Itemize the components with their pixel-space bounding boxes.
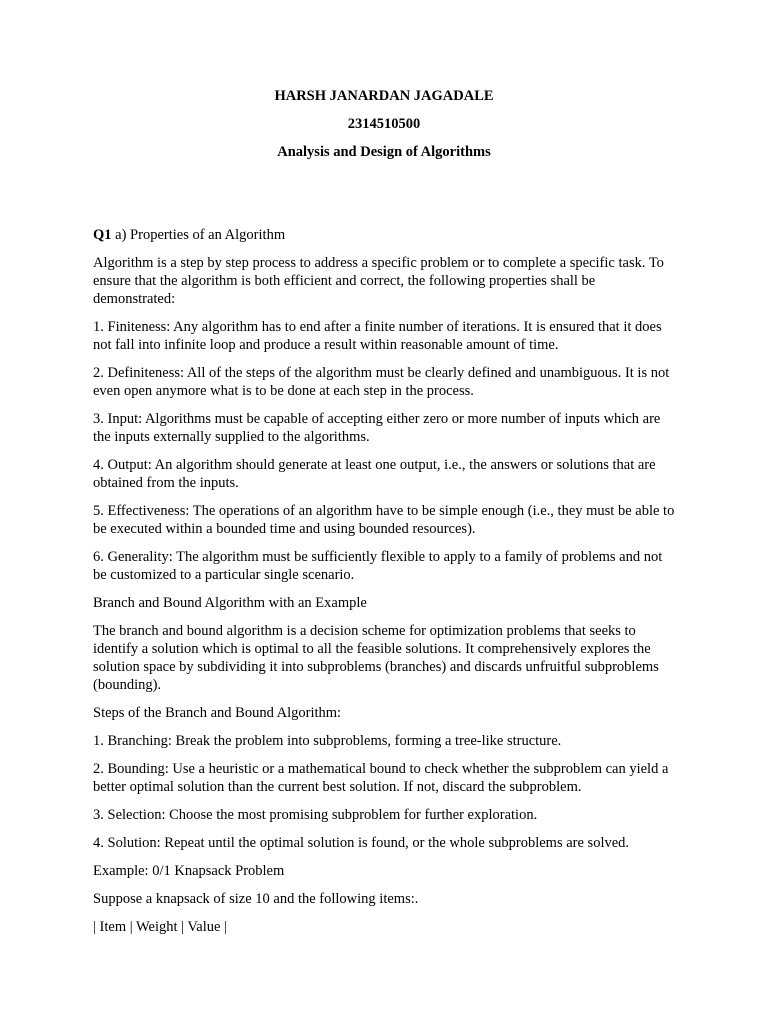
step-branching: 1. Branching: Break the problem into subproblems, forming a tree-like structure. xyxy=(93,733,562,749)
paragraph-finiteness: 1. Finiteness: Any algorithm has to end after a finite number of iterations. It is ensured that it does not fall into infinite loop and produce a result within reasonable amount of time. xyxy=(93,319,662,353)
course-title: Analysis and Design of Algorithms xyxy=(277,144,491,160)
paragraph-definiteness: 2. Definiteness: All of the steps of the algorithm must be clearly defined and unambiguous. It is not even open anymore what is to be done at each step in the process. xyxy=(93,365,670,399)
steps-heading: Steps of the Branch and Bound Algorithm: xyxy=(93,705,342,721)
document-body xyxy=(93,226,678,946)
question-heading xyxy=(93,226,678,244)
step-solution: 4. Solution: Repeat until the optimal solution is found, or the whole subproblems are solved. xyxy=(93,835,630,851)
step-bounding: 2. Bounding: Use a heuristic or a mathematical bound to check whether the subproblem can yield a better optimal solution than the current best solution. If not, discard the subproblem. xyxy=(93,761,669,795)
paragraph-generality: 6. Generality: The algorithm must be sufficiently flexible to apply to a family of problems and not be customized to a particular single scenario. xyxy=(93,549,663,583)
example-heading: Example: 0/1 Knapsack Problem xyxy=(93,863,285,879)
step-selection: 3. Selection: Choose the most promising subproblem for further exploration. xyxy=(93,807,538,823)
paragraph-branch-and-bound-intro: The branch and bound algorithm is a decision scheme for optimization problems that seeks to identify a solution which is optimal to all the feasible solutions. It comprehensively explores the solution space by subdividing it into subproblems (branches) and discards unfruitful subproblems (bounding). xyxy=(93,623,659,693)
document-header xyxy=(0,86,768,170)
example-intro: Suppose a knapsack of size 10 and the following items:. xyxy=(93,891,419,907)
student-id: 2314510500 xyxy=(347,116,421,132)
section-heading-branch-and-bound: Branch and Bound Algorithm with an Example xyxy=(93,595,367,611)
paragraph-input: 3. Input: Algorithms must be capable of accepting either zero or more number of inputs which are the inputs externally supplied to the algorithms. xyxy=(93,411,661,445)
table-header-row: | Item | Weight | Value | xyxy=(93,919,227,935)
paragraph-effectiveness: 5. Effectiveness: The operations of an algorithm have to be simple enough (i.e., they must be able to be executed within a bounded time and using bounded resources). xyxy=(93,503,675,537)
paragraph-intro: Algorithm is a step by step process to address a specific problem or to complete a specific task. To ensure that the algorithm is both efficient and correct, the following properties shall be demonstrated: xyxy=(93,255,664,307)
paragraph-output: 4. Output: An algorithm should generate at least one output, i.e., the answers or solutions that are obtained from the inputs. xyxy=(93,457,656,491)
question-title: a) Properties of an Algorithm xyxy=(111,227,286,243)
question-label: Q1 xyxy=(93,227,112,243)
author-name: HARSH JANARDAN JAGADALE xyxy=(274,88,494,104)
